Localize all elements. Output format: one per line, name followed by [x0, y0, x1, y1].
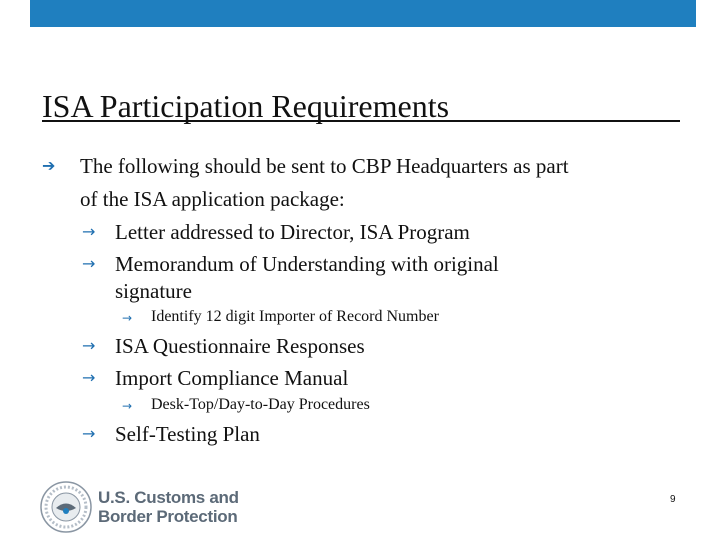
sub-arrow-icon: → — [82, 254, 96, 273]
title-underline — [42, 120, 680, 122]
cbp-seal-icon — [40, 481, 92, 533]
list-item-questionnaire: ISA Questionnaire Responses — [115, 334, 365, 358]
sub-sub-arrow-icon: → — [122, 311, 133, 325]
list-item-self-testing: Self-Testing Plan — [115, 422, 260, 446]
list-item-letter: Letter addressed to Director, ISA Program — [115, 220, 470, 244]
main-bullet-line-1: The following should be sent to CBP Headquarters as part — [80, 154, 569, 178]
sub-arrow-icon: → — [82, 222, 96, 241]
page-number: 9 — [670, 494, 676, 505]
list-subitem-procedures: Desk-Top/Day-to-Day Procedures — [151, 396, 370, 413]
list-item-compliance-manual: Import Compliance Manual — [115, 366, 349, 390]
agency-name-line-1: U.S. Customs and — [98, 488, 239, 507]
main-bullet-line-2: of the ISA application package: — [80, 187, 345, 211]
agency-name — [98, 488, 239, 526]
slide-title: ISA Participation Requirements — [42, 88, 450, 124]
sub-arrow-icon: → — [82, 368, 96, 387]
agency-name-line-2: Border Protection — [98, 507, 238, 526]
top-banner-bar — [30, 0, 696, 27]
bullet-arrow-icon: ➔ — [42, 156, 56, 175]
sub-arrow-icon: → — [82, 336, 96, 355]
list-item-memorandum-line-2: signature — [115, 279, 192, 303]
sub-sub-arrow-icon: → — [122, 399, 133, 413]
sub-arrow-icon: → — [82, 424, 96, 443]
list-item-memorandum-line-1: Memorandum of Understanding with original — [115, 252, 499, 276]
list-subitem-importer-number: Identify 12 digit Importer of Record Number — [151, 308, 439, 325]
